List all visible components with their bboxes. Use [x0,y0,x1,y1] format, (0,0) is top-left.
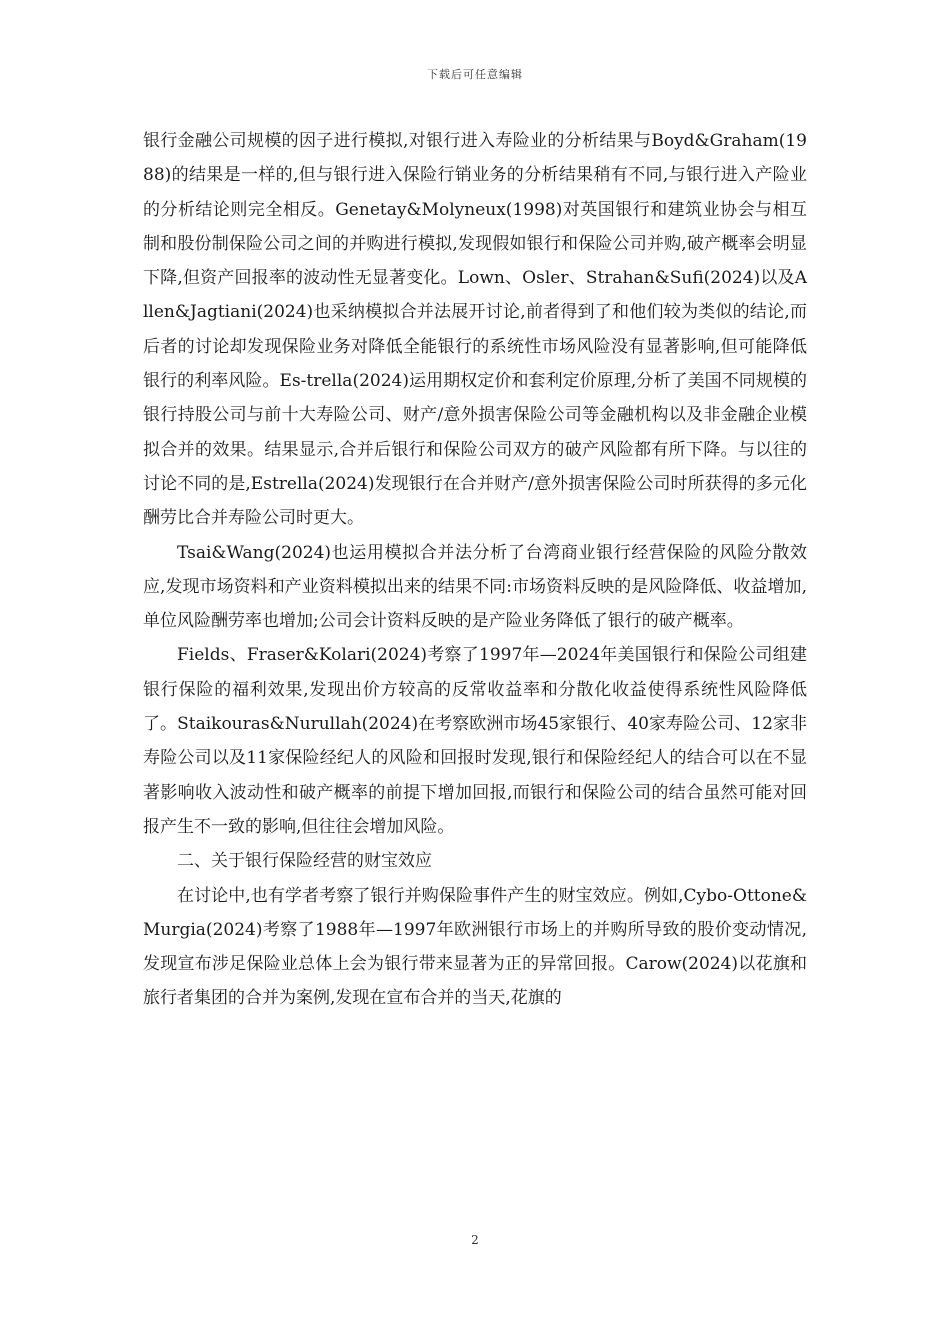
paragraph-wealth-effect: 在讨论中,也有学者考察了银行并购保险事件产生的财宝效应。例如,Cybo-Ottone&Murgia(2024)考察了1988年—1997年欧洲银行市场上的并购所导致的股价变动情况,发现宣布涉足保险业总体上会为银行带来显著为正的异常回报。Carow(2024)以花旗和旅行者集团的合并为案例,发现在宣布合并的当天,花旗的 [143,885,807,1009]
paragraph-tsai-wang: Tsai&Wang(2024)也运用模拟合并法分析了台湾商业银行经营保险的风险分散效应,发现市场资料和产业资料模拟出来的结果不同:市场资料反映的是风险降低、收益增加,单位风险酬劳率也增加;公司会计资料反映的是产险业务降低了银行的破产概率。 [143,542,807,632]
paragraph-fields-fraser-kolari: Fields、Fraser&Kolari(2024)考察了1997年—2024年美国银行和保险公司组建银行保险的福利效果,发现出价方较高的反常收益率和分散化收益使得系统性风险降低了。Staikouras&Nurullah(2024)在考察欧洲市场45家银行、40家寿险公司、12家非寿险公司以及11家保险经纪人的风险和回报时发现,银行和保险经纪人的结合可以在不显著影响收入波动性和破产概率的前提下增加回报,而银行和保险公司的结合虽然可能对回报产生不一致的影响,但往往会增加风险。 [143,645,807,837]
document-body [143,124,807,1016]
page-header: 下载后可任意编辑 [427,68,523,81]
page-number: 2 [471,1233,479,1247]
paragraph-continuation: 银行金融公司规模的因子进行模拟,对银行进入寿险业的分析结果与Boyd&Graham(1988)的结果是一样的,但与银行进入保险行销业务的分析结果稍有不同,与银行进入产险业的分析结论则完全相反。Genetay&Molyneux(1998)对英国银行和建筑业协会与相互制和股份制保险公司之间的并购进行模拟,发现假如银行和保险公司并购,破产概率会明显下降,但资产回报率的波动性无显著变化。Lown、Osler、Strahan&Sufi(2024)以及Allen&Jagtiani(2024)也采纳模拟合并法展开讨论,前者得到了和他们较为类似的结论,而后者的讨论却发现保险业务对降低全能银行的系统性市场风险没有显著影响,但可能降低银行的利率风险。Es-trella(2024)运用期权定价和套利定价原理,分析了美国不同规模的银行持股公司与前十大寿险公司、财产/意外损害保险公司等金融机构以及非金融企业模拟合并的效果。结果显示,合并后银行和保险公司双方的破产风险都有所下降。与以往的讨论不同的是,Estrella(2024)发现银行在合并财产/意外损害保险公司时所获得的多元化酬劳比合并寿险公司时更大。 [143,131,807,529]
section-heading: 二、关于银行保险经营的财宝效应 [177,851,432,872]
